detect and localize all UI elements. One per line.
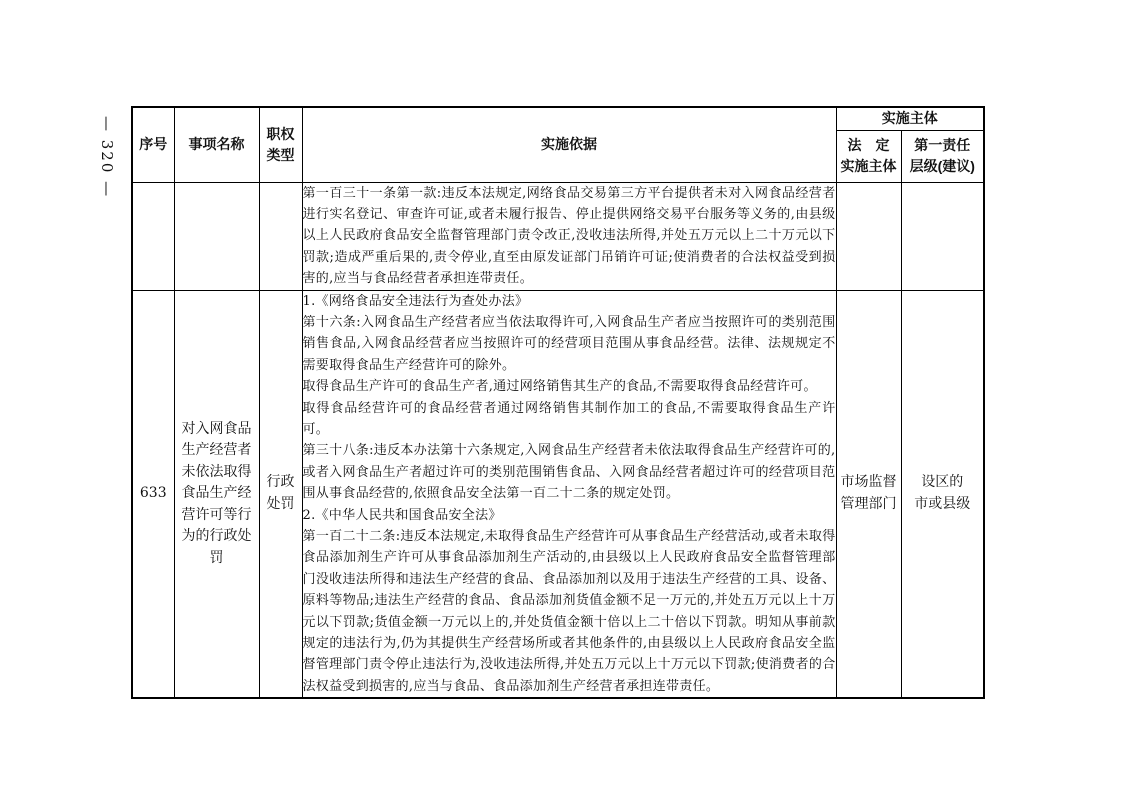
cell-seq-633: 633	[132, 290, 174, 698]
cell-item-name-633: 对入网食品 生产经营者 未依法取得 食品生产经 营许可等行 为的行政处 罚	[174, 290, 259, 698]
cell-basis-633: 1.《网络食品安全违法行为查处办法》 第十六条:入网食品生产经营者应当依法取得许可,入网食品生产者应当按照许可的类别范围销售食品,入网食品经营者应当按照许可的经营项目范围从事食品经营。法律、法规规定不需要取得食品生产经营许可的除外。 取得食品生产许可的食品生产者,通过网络销售其生产的食品,不需要取得食品经营许可。 取得食品经营许可的食品经营者通过网络销售其制作加工的食品,不需要取得食品生产许可。 第三十八条:违反本办法第十六条规定,入网食品生产经营者未依法取得食品生产经营许可的,或者入网食品生产者超过许可的类别范围销售食品、入网食品经营者超过许可的经营项目范围从事食品经营的,依照食品安全法第一百二十二条的规定处罚。 2.《中华人民共和国食品安全法》 第一百二十二条:违反本法规定,未取得食品生产经营许可从事食品生产经营活动,或者未取得食品添加剂生产许可从事食品添加剂生产活动的,由县级以上人民政府食品安全监督管理部门没收违法所得和违法生产经营的食品、食品添加剂以及用于违法生产经营的工具、设备、原料等物品;违法生产经营的食品、食品添加剂货值金额不足一万元的,并处五万元以上十万元以下罚款;货值金额一万元以上的,并处货值金额十倍以上二十倍以下罚款。明知从事前款规定的违法行为,仍为其提供生产经营场所或者其他条件的,由县级以上人民政府食品安全监督管理部门责令停止违法行为,没收违法所得,并处五万元以上十万元以下罚款;使消费者的合法权益受到损害的,应当与食品、食品添加剂生产经营者承担连带责任。	[302, 290, 836, 698]
cell-responsibility-633: 设区的 市或县级	[901, 290, 984, 698]
cell-legal-subject-633: 市场监督 管理部门	[836, 290, 901, 698]
header-cell-power-type: 职权 类型	[259, 107, 302, 182]
cell-power-type-empty	[259, 182, 302, 290]
powers-table	[131, 106, 985, 699]
cell-item-empty	[174, 182, 259, 290]
header-cell-legal-subject: 法 定 实施主体	[836, 130, 901, 182]
cell-basis-continuation: 第一百三十一条第一款:违反本法规定,网络食品交易第三方平台提供者未对入网食品经营者进行实名登记、审查许可证,或者未履行报告、停止提供网络交易平台服务等义务的,由县级以上人民政府食品安全监督管理部门责令改正,没收违法所得,并处五万元以上二十万元以下罚款;造成严重后果的,责令停业,直至由原发证部门吊销许可证;使消费者的合法权益受到损害的,应当与食品经营者承担连带责任。	[302, 182, 836, 290]
table-row-633	[132, 290, 984, 698]
page-number: — 320 —	[98, 116, 116, 199]
header-cell-responsibility-level: 第一责任 层级(建议)	[901, 130, 984, 182]
cell-seq-empty	[132, 182, 174, 290]
cell-legal-subject-empty	[836, 182, 901, 290]
header-cell-basis: 实施依据	[302, 107, 836, 182]
header-cell-subject-group: 实施主体	[836, 107, 984, 130]
cell-power-type-633: 行政 处罚	[259, 290, 302, 698]
cell-responsibility-empty	[901, 182, 984, 290]
header-cell-item-name: 事项名称	[174, 107, 259, 182]
header-cell-seq: 序号	[132, 107, 174, 182]
table-row-continuation	[132, 182, 984, 290]
table-header-row-top	[132, 107, 984, 130]
